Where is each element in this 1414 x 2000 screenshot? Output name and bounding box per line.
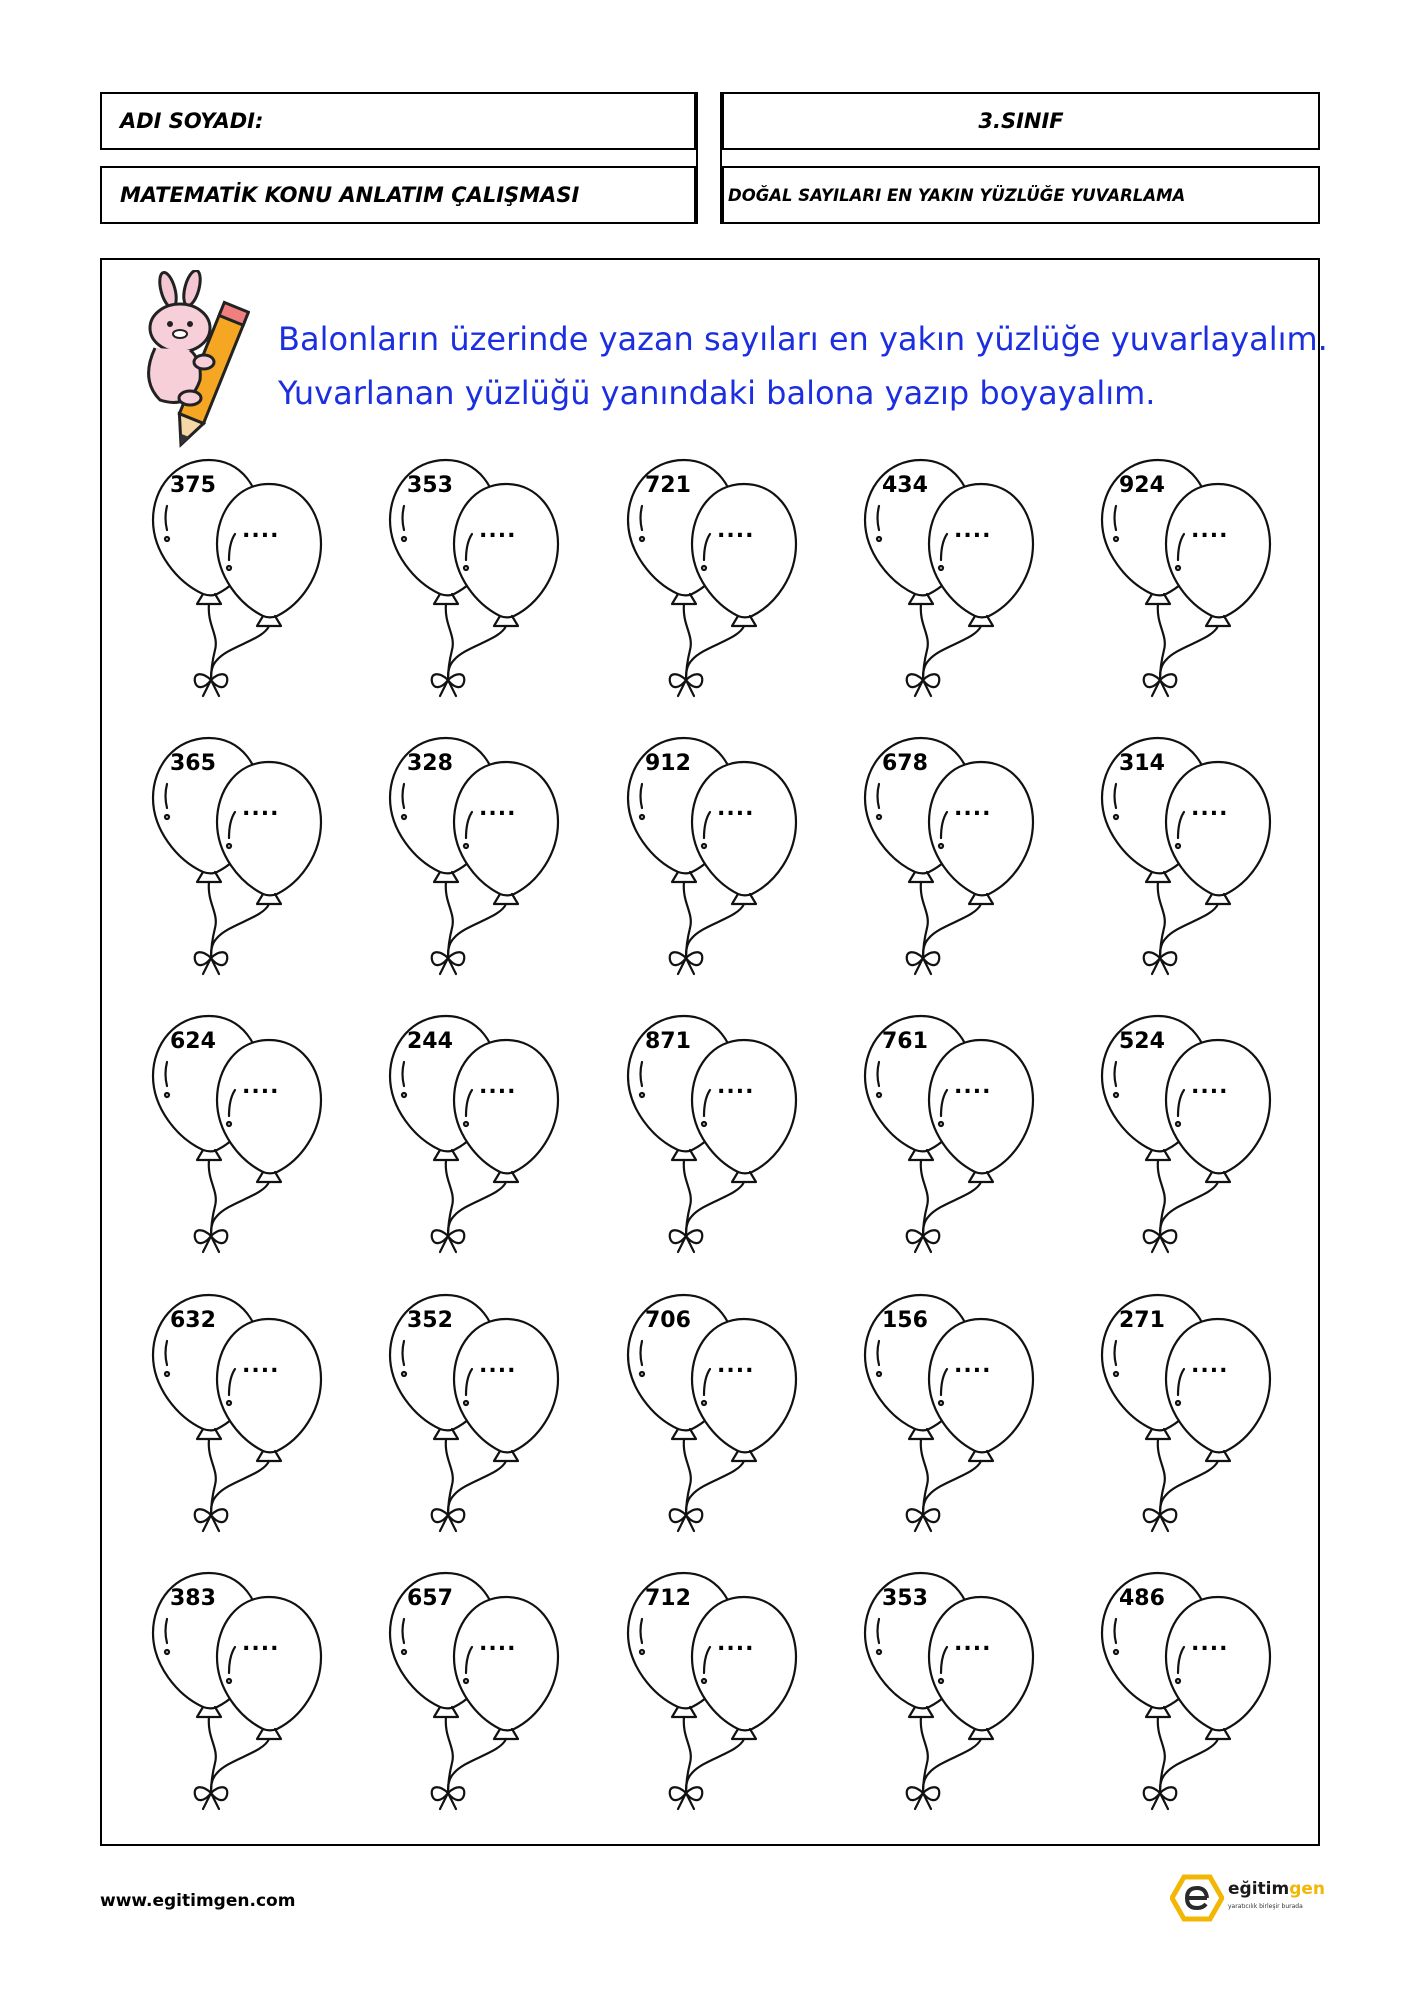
balloon-answer-blank[interactable]: .... (242, 796, 280, 821)
balloon-answer-blank[interactable]: .... (1191, 518, 1229, 543)
balloon-number: 706 (645, 1308, 691, 1333)
balloon-number: 352 (407, 1308, 453, 1333)
logo-wordmark (1228, 1879, 1325, 1899)
balloon-pair (145, 728, 325, 978)
instruction-line-2: Yuvarlanan yüzlüğü yanındaki balona yazıp boyayalım. (278, 374, 1156, 412)
balloon-pair (1094, 450, 1274, 700)
balloon-answer-blank[interactable]: .... (954, 518, 992, 543)
balloon-number: 244 (407, 1029, 453, 1054)
balloon-answer-blank[interactable]: .... (954, 1074, 992, 1099)
balloon-pair (382, 1285, 562, 1535)
balloon-number: 328 (407, 751, 453, 776)
balloon-pair (620, 728, 800, 978)
balloon-pair (857, 1563, 1037, 1813)
footer-url[interactable]: www.egitimgen.com (100, 1891, 296, 1911)
balloon-pair (1094, 1285, 1274, 1535)
balloon-number: 314 (1119, 751, 1165, 776)
logo-tagline: yaratıcılık birleşir burada (1228, 1903, 1303, 1910)
balloon-pair (1094, 1563, 1274, 1813)
balloon-number: 353 (407, 473, 453, 498)
balloon-number: 375 (170, 473, 216, 498)
name-label: ADI SOYADI: (120, 109, 264, 133)
balloon-pair (145, 1563, 325, 1813)
balloon-answer-blank[interactable]: .... (954, 796, 992, 821)
balloon-answer-blank[interactable]: .... (1191, 1074, 1229, 1099)
balloon-answer-blank[interactable]: .... (954, 1631, 992, 1656)
balloon-answer-blank[interactable]: .... (479, 796, 517, 821)
balloon-pair (1094, 728, 1274, 978)
balloon-number: 271 (1119, 1308, 1165, 1333)
balloon-pair (382, 450, 562, 700)
balloon-number: 912 (645, 751, 691, 776)
balloon-number: 624 (170, 1029, 216, 1054)
balloon-answer-blank[interactable]: .... (479, 1631, 517, 1656)
balloon-number: 486 (1119, 1586, 1165, 1611)
balloon-answer-blank[interactable]: .... (479, 1353, 517, 1378)
balloon-answer-blank[interactable]: .... (717, 518, 755, 543)
balloon-answer-blank[interactable]: .... (242, 1074, 280, 1099)
balloon-pair (857, 450, 1037, 700)
balloon-answer-blank[interactable]: .... (717, 1353, 755, 1378)
balloon-answer-blank[interactable]: .... (717, 1631, 755, 1656)
balloon-answer-blank[interactable]: .... (242, 518, 280, 543)
balloon-number: 871 (645, 1029, 691, 1054)
balloon-pair (382, 1563, 562, 1813)
balloon-answer-blank[interactable]: .... (954, 1353, 992, 1378)
balloon-pair (620, 1006, 800, 1256)
balloon-pair (382, 728, 562, 978)
balloon-number: 383 (170, 1586, 216, 1611)
logo-hexagon-icon (1170, 1873, 1224, 1923)
balloon-pair (145, 1006, 325, 1256)
balloon-pair (145, 1285, 325, 1535)
logo-word-main: eğitim (1228, 1879, 1290, 1899)
balloon-pair (620, 1285, 800, 1535)
balloon-number: 657 (407, 1586, 453, 1611)
balloon-answer-blank[interactable]: .... (479, 1074, 517, 1099)
balloon-number: 365 (170, 751, 216, 776)
balloon-pair (1094, 1006, 1274, 1256)
balloon-number: 353 (882, 1586, 928, 1611)
grade-label: 3.SINIF (978, 109, 1064, 133)
balloon-number: 924 (1119, 473, 1165, 498)
balloon-answer-blank[interactable]: .... (242, 1631, 280, 1656)
topic-label: DOĞAL SAYILARI EN YAKIN YÜZLÜĞE YUVARLAMA (728, 185, 1186, 205)
balloon-pair (620, 450, 800, 700)
balloon-answer-blank[interactable]: .... (242, 1353, 280, 1378)
logo-word-accent: gen (1289, 1879, 1326, 1899)
balloon-answer-blank[interactable]: .... (1191, 1353, 1229, 1378)
instruction-line-1: Balonların üzerinde yazan sayıları en yakın yüzlüğe yuvarlayalım. (278, 320, 1328, 358)
balloon-number: 632 (170, 1308, 216, 1333)
balloon-number: 721 (645, 473, 691, 498)
balloon-number: 524 (1119, 1029, 1165, 1054)
balloon-number: 434 (882, 473, 928, 498)
balloon-number: 156 (882, 1308, 928, 1333)
balloon-number: 761 (882, 1029, 928, 1054)
balloon-pair (857, 728, 1037, 978)
subject-label: MATEMATİK KONU ANLATIM ÇALIŞMASI (120, 183, 580, 207)
balloon-pair (857, 1285, 1037, 1535)
balloon-number: 678 (882, 751, 928, 776)
balloon-answer-blank[interactable]: .... (717, 796, 755, 821)
balloon-answer-blank[interactable]: .... (1191, 1631, 1229, 1656)
balloon-answer-blank[interactable]: .... (479, 518, 517, 543)
egitimgen-logo (1170, 1873, 1330, 1923)
balloon-answer-blank[interactable]: .... (1191, 796, 1229, 821)
balloon-pair (145, 450, 325, 700)
balloon-pair (382, 1006, 562, 1256)
balloon-number: 712 (645, 1586, 691, 1611)
balloon-answer-blank[interactable]: .... (717, 1074, 755, 1099)
balloon-pair (620, 1563, 800, 1813)
balloon-pair (857, 1006, 1037, 1256)
